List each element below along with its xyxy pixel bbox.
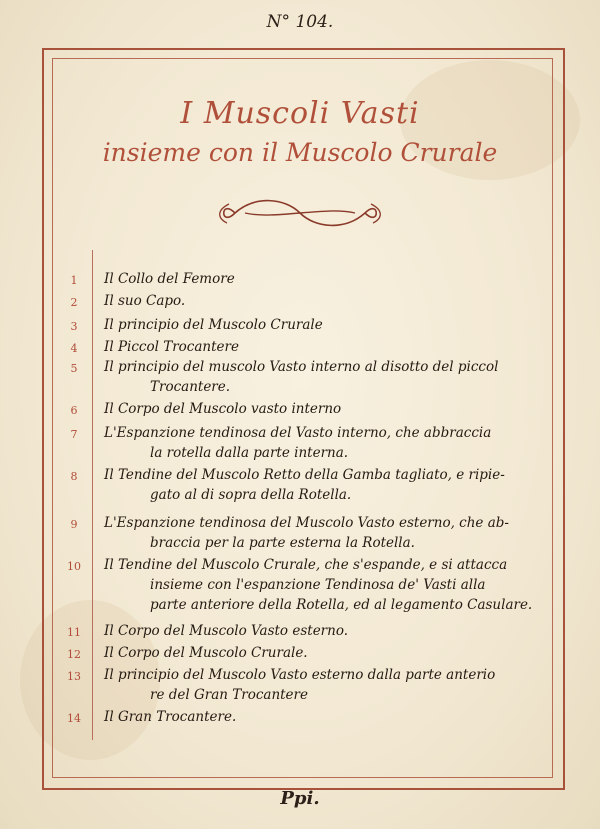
entry-text: Il Tendine del Muscolo Retto della Gamba tagliato, e ripie- — [104, 467, 505, 483]
entry-text: braccia per la parte esterna la Rotella. — [150, 535, 415, 551]
entry-text: Il suo Capo. — [104, 293, 186, 309]
page-number: N° 104. — [266, 12, 334, 32]
entry-text: re del Gran Trocantere — [150, 687, 308, 703]
entry-text: L'Espanzione tendinosa del Muscolo Vasto esterno, che ab- — [104, 515, 509, 531]
entry-text: gato al di sopra della Rotella. — [150, 487, 352, 503]
entry-text: Il Corpo del Muscolo Vasto esterno. — [104, 623, 349, 639]
entry-number: 13 — [67, 670, 81, 683]
entry-text: Il principio del Muscolo Vasto esterno dalla parte anterio — [104, 667, 496, 683]
entry-number: 2 — [70, 296, 78, 309]
entry-text: L'Espanzione tendinosa del Vasto interno, che abbraccia — [104, 425, 492, 441]
entry-number: 12 — [67, 648, 81, 661]
entry-text: Il Corpo del Muscolo vasto interno — [104, 401, 342, 417]
entry-number: 9 — [70, 518, 78, 531]
entry-text: la rotella dalla parte interna. — [150, 445, 349, 461]
page-title: I Muscoli Vasti — [180, 96, 420, 131]
entry-number: 1 — [70, 274, 78, 287]
entry-text: Il Piccol Trocantere — [104, 339, 239, 355]
entry-text: Trocantere. — [150, 379, 231, 395]
entry-text: Il Gran Trocantere. — [104, 709, 237, 725]
entry-text: insieme con l'espanzione Tendinosa de' Vasti alla — [150, 577, 486, 593]
entry-number: 7 — [70, 428, 78, 441]
entry-text: Il Tendine del Muscolo Crurale, che s'espande, e si attacca — [104, 557, 508, 573]
entry-text: Il principio del muscolo Vasto interno al disotto del piccol — [104, 359, 499, 375]
signature-mark: Ppi. — [280, 788, 320, 809]
entry-number: 5 — [70, 362, 78, 375]
entry-text: Il Collo del Femore — [104, 271, 235, 287]
entry-number: 4 — [70, 342, 78, 355]
calligraphic-flourish-icon — [215, 190, 385, 236]
entry-text: Il principio del Muscolo Crurale — [104, 317, 323, 333]
entry-text: Il Corpo del Muscolo Crurale. — [104, 645, 308, 661]
entry-number: 14 — [67, 712, 81, 725]
entry-number: 11 — [67, 626, 81, 639]
entry-number: 6 — [70, 404, 78, 417]
margin-rule — [92, 250, 93, 740]
entry-number: 10 — [67, 560, 81, 573]
page-subtitle: insieme con il Muscolo Crurale — [102, 138, 498, 167]
entry-text: parte anteriore della Rotella, ed al legamento Casulare. — [150, 597, 533, 613]
entry-number: 8 — [70, 470, 78, 483]
entry-number: 3 — [70, 320, 78, 333]
